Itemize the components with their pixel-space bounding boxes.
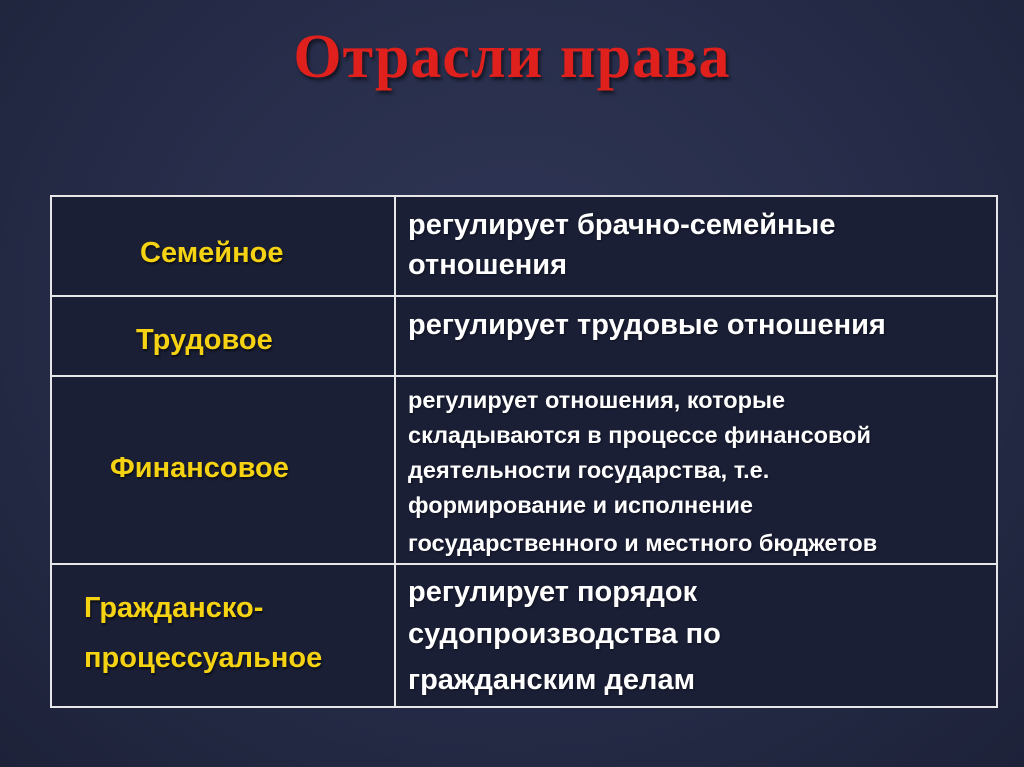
- branch-name-line: процессуальное: [84, 641, 323, 674]
- branch-name: Трудовое: [136, 323, 273, 356]
- branch-description-line: складываются в процессе финансовой: [408, 422, 871, 448]
- branch-description-line: судопроизводства по: [408, 618, 721, 650]
- branch-name-cell: [51, 564, 395, 707]
- branch-description-cell: [395, 564, 997, 707]
- branch-name-cell: [51, 376, 395, 564]
- branch-description-line: регулирует брачно-семейные: [408, 209, 836, 241]
- branch-description-line: регулирует отношения, которые: [408, 387, 786, 413]
- slide-title: Отрасли права: [293, 23, 731, 91]
- branch-name-cell: [51, 196, 395, 296]
- table-row: [51, 376, 997, 564]
- branch-description-cell: [395, 296, 997, 376]
- branch-description-cell: [395, 376, 997, 564]
- branch-description-cell: [395, 196, 997, 296]
- branch-description-line: гражданским делам: [408, 664, 696, 696]
- table-row: [51, 296, 997, 376]
- branch-description-line: отношения: [408, 249, 567, 281]
- branch-name-cell: [51, 296, 395, 376]
- table-row: [51, 196, 997, 296]
- branch-name: Финансовое: [110, 451, 289, 484]
- branch-name-line: Гражданско-: [84, 591, 264, 624]
- branch-description-line: государственного и местного бюджетов: [408, 530, 878, 556]
- table-row: [51, 564, 997, 707]
- branch-description-line: деятельности государства, т.е.: [408, 457, 770, 483]
- branch-description-line: регулирует порядок: [408, 576, 698, 608]
- branch-description-line: формирование и исполнение: [408, 492, 753, 518]
- branch-description-line: регулирует трудовые отношения: [408, 309, 886, 341]
- branch-name: Семейное: [140, 236, 284, 269]
- law-branches-table: [50, 195, 998, 708]
